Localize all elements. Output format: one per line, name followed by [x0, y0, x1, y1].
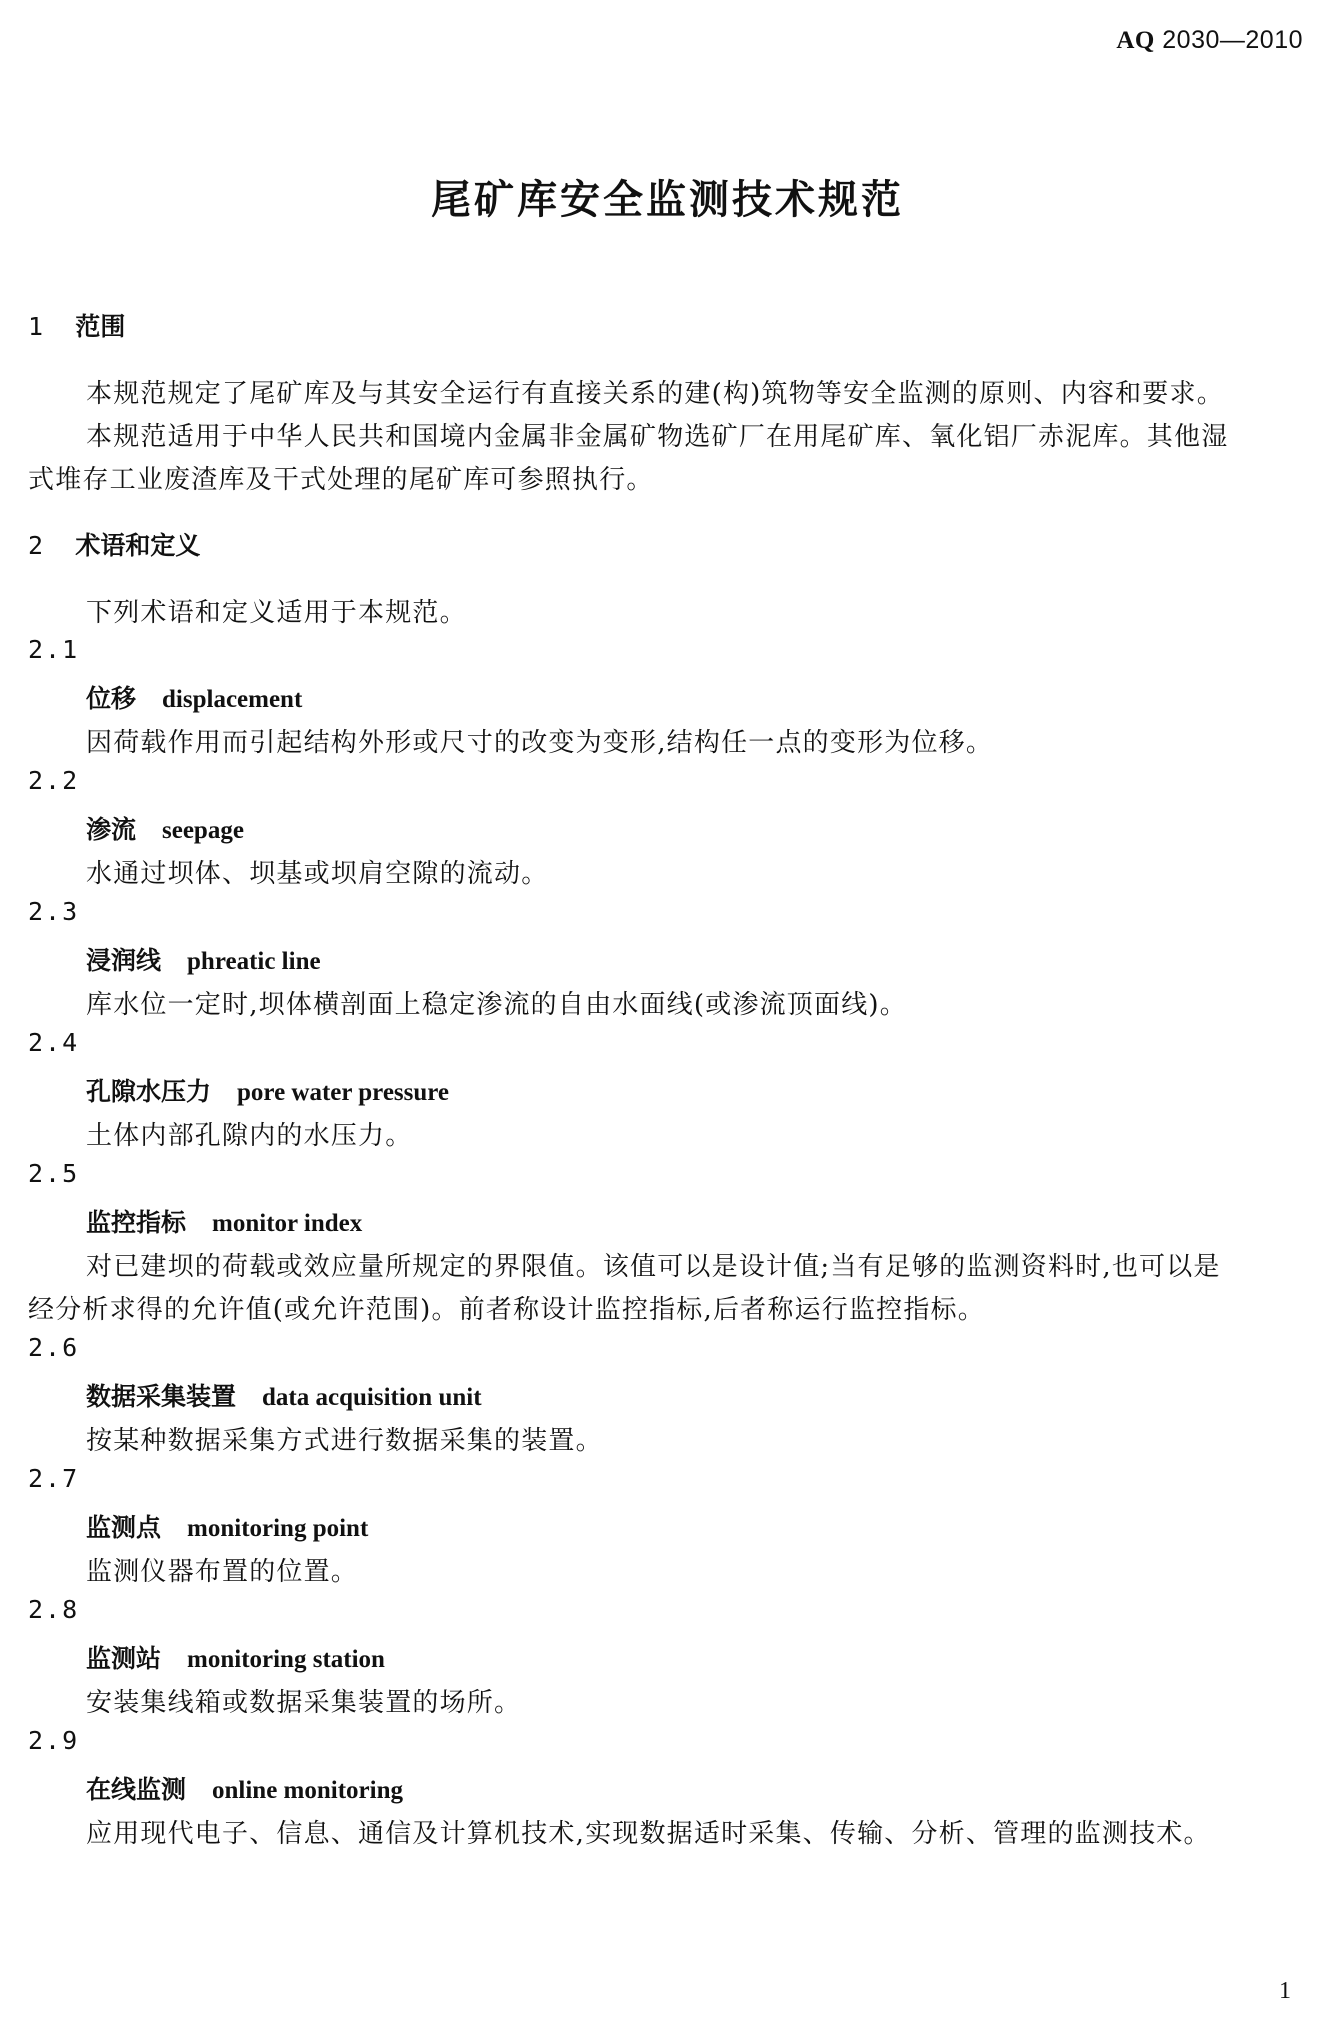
term-heading: [86, 810, 1335, 846]
section-1-paragraph-2-line-1: 本规范适用于中华人民共和国境内金属非金属矿物选矿厂在用尾矿库、氧化铝厂赤泥库。其他湿: [86, 422, 1229, 452]
term-heading: [86, 1770, 1335, 1806]
term-definition: 监测仪器布置的位置。: [86, 1557, 359, 1587]
section-1-heading: [28, 307, 1335, 343]
section-number: 2: [28, 531, 46, 560]
term-number: 2.5: [28, 1159, 80, 1188]
term-number: 2.3: [28, 897, 80, 926]
term-chinese: 监控指标: [86, 1208, 187, 1237]
term-definition-continued: 经分析求得的允许值(或允许范围)。前者称设计监控指标,后者称运行监控指标。: [28, 1295, 985, 1325]
term-english: online monitoring: [212, 1777, 404, 1804]
term-definition: 按某种数据采集方式进行数据采集的装置。: [86, 1426, 603, 1456]
term-definition: 水通过坝体、坝基或坝肩空隙的流动。: [86, 859, 549, 889]
term-definition: 应用现代电子、信息、通信及计算机技术,实现数据适时采集、传输、分析、管理的监测技术。: [86, 1819, 1211, 1849]
term-definition: 对已建坝的荷载或效应量所规定的界限值。该值可以是设计值;当有足够的监测资料时,也可以是: [86, 1252, 1221, 1282]
term-english: phreatic line: [187, 948, 321, 975]
term-definition: 因荷载作用而引起结构外形或尺寸的改变为变形,结构任一点的变形为位移。: [86, 728, 994, 758]
document-title: 尾矿库安全监测技术规范: [431, 177, 904, 223]
section-title: 范围: [75, 312, 126, 341]
term-heading: [86, 1508, 1335, 1544]
section-1-paragraph-2-line-2: 式堆存工业废渣库及干式处理的尾矿库可参照执行。: [28, 465, 654, 495]
term-english: data acquisition unit: [262, 1384, 482, 1411]
term-heading: [86, 941, 1335, 977]
section-2-intro: 下列术语和定义适用于本规范。: [86, 598, 467, 628]
term-chinese: 监测点: [86, 1513, 162, 1542]
term-english: monitor index: [212, 1210, 363, 1237]
term-heading: [86, 1377, 1335, 1413]
term-number: 2.7: [28, 1464, 80, 1493]
term-chinese: 监测站: [86, 1644, 162, 1673]
section-1-paragraph-1: 本规范规定了尾矿库及与其安全运行有直接关系的建(构)筑物等安全监测的原则、内容和要求。: [86, 379, 1224, 409]
term-english: monitoring station: [187, 1646, 385, 1673]
term-chinese: 数据采集装置: [86, 1382, 237, 1411]
term-definition: 安装集线箱或数据采集装置的场所。: [86, 1688, 522, 1718]
term-number: 2.1: [28, 635, 80, 664]
term-number: 2.2: [28, 766, 80, 795]
section-title: 术语和定义: [75, 531, 201, 560]
term-chinese: 位移: [86, 684, 137, 713]
term-definition: 库水位一定时,坝体横剖面上稳定渗流的自由水面线(或渗流顶面线)。: [86, 990, 907, 1020]
term-number: 2.6: [28, 1333, 80, 1362]
term-english: pore water pressure: [237, 1079, 450, 1106]
term-number: 2.9: [28, 1726, 80, 1755]
term-chinese: 孔隙水压力: [86, 1077, 212, 1106]
term-heading: [86, 1639, 1335, 1675]
term-english: monitoring point: [187, 1515, 369, 1542]
term-english: seepage: [162, 817, 244, 844]
standard-code: [1116, 26, 1303, 55]
term-heading: [86, 1203, 1335, 1239]
term-heading: [86, 1072, 1335, 1108]
section-number: 1: [28, 312, 46, 341]
term-heading: [86, 679, 1335, 715]
standard-code-prefix: AQ: [1116, 27, 1155, 54]
standard-code-number: 2030—2010: [1162, 26, 1303, 54]
term-chinese: 在线监测: [86, 1775, 187, 1804]
term-number: 2.8: [28, 1595, 80, 1624]
term-chinese: 渗流: [86, 815, 137, 844]
section-2-heading: [28, 526, 1335, 562]
term-english: displacement: [162, 686, 303, 713]
term-chinese: 浸润线: [86, 946, 162, 975]
page-number: 1: [1279, 1978, 1291, 2004]
term-number: 2.4: [28, 1028, 80, 1057]
term-definition: 土体内部孔隙内的水压力。: [86, 1121, 413, 1151]
